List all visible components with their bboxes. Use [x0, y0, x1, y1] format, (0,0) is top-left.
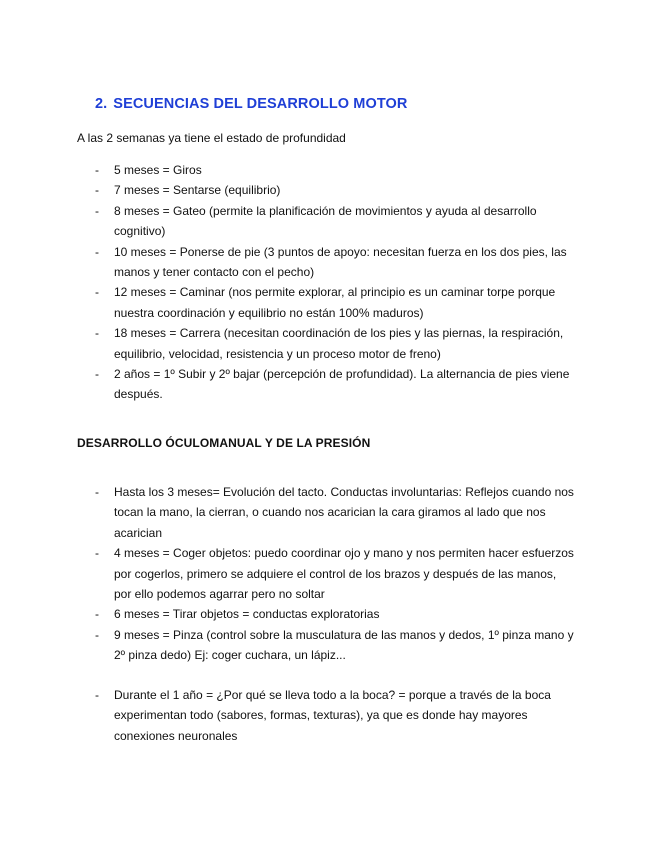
intro-paragraph: A las 2 semanas ya tiene el estado de profundidad	[77, 131, 346, 145]
list-item-text: 12 meses = Caminar (nos permite explorar, al principio es un caminar torpe porque nuestra coordinación y equilibrio no están 100% maduros)	[114, 285, 556, 320]
list-item	[95, 543, 575, 604]
oculomanual-list	[95, 482, 575, 666]
list-item-text: 7 meses = Sentarse (equilibrio)	[114, 183, 281, 198]
list-item	[95, 364, 575, 405]
list-item	[95, 282, 575, 323]
list-item	[95, 625, 575, 666]
list-item-text: 2 años = 1º Subir y 2º bajar (percepción de profundidad). La alternancia de pies viene después.	[114, 367, 570, 402]
bullet-dash: -	[95, 244, 99, 259]
bullet-dash: -	[95, 485, 99, 499]
list-item-text: 8 meses = Gateo (permite la planificación de movimientos y ayuda al desarrollo cognitivo)	[114, 203, 537, 239]
list-item-text: 5 meses = Giros	[114, 163, 202, 177]
bullet-dash: -	[95, 688, 99, 702]
bullet-dash: -	[95, 627, 99, 642]
list-item-text: 6 meses = Tirar objetos = conductas exploratorias	[114, 607, 380, 622]
section-title	[95, 96, 408, 112]
motor-milestones-list	[95, 160, 575, 405]
section-title-text: SECUENCIAS DEL DESARROLLO MOTOR	[113, 96, 408, 112]
list-item-text: Hasta los 3 meses= Evolución del tacto. Conductas involuntarias: Reflejos cuando nos tocan la mano, la cierran, o cuando nos acarician la cara giramos al lado que nos acarician	[114, 485, 574, 540]
list-item	[95, 323, 575, 364]
bullet-dash: -	[95, 183, 99, 198]
list-item	[95, 180, 575, 200]
list-item	[95, 482, 575, 543]
section-number: 2.	[95, 96, 108, 112]
list-item	[95, 685, 575, 746]
bullet-dash: -	[95, 607, 99, 622]
list-item	[95, 160, 575, 180]
mouth-exploration-list	[95, 685, 575, 746]
list-item-text: 4 meses = Coger objetos: puedo coordinar ojo y mano y nos permiten hacer esfuerzos por cogerlos, primero se adquiere el control de los brazos y después de las manos, por ello podemos agarrar pero no soltar	[114, 546, 574, 602]
list-item-text: 18 meses = Carrera (necesitan coordinación de los pies y las piernas, la respiración, equilibrio, velocidad, resistencia y un proceso motor de freno)	[114, 326, 564, 361]
list-item	[95, 201, 575, 242]
bullet-dash: -	[95, 326, 99, 341]
list-item	[95, 242, 575, 283]
bullet-dash: -	[95, 367, 99, 382]
subsection-title: DESARROLLO ÓCULOMANUAL Y DE LA PRESIÓN	[77, 436, 371, 450]
list-item-text: 9 meses = Pinza (control sobre la musculatura de las manos y dedos, 1º pinza mano y 2º pinza dedo) Ej: coger cuchara, un lápiz...	[114, 627, 574, 663]
bullet-dash: -	[95, 203, 99, 218]
bullet-dash: -	[95, 546, 99, 561]
bullet-dash: -	[95, 285, 99, 300]
list-item-text: Durante el 1 año = ¿Por qué se lleva todo a la boca? = porque a través de la boca experimentan todo (sabores, formas, texturas), ya que es donde hay mayores conexiones neuronales	[114, 688, 551, 743]
list-item	[95, 604, 575, 624]
list-item-text: 10 meses = Ponerse de pie (3 puntos de apoyo: necesitan fuerza en los dos pies, las manos y tener contacto con el pecho)	[114, 244, 567, 280]
bullet-dash: -	[95, 163, 99, 177]
